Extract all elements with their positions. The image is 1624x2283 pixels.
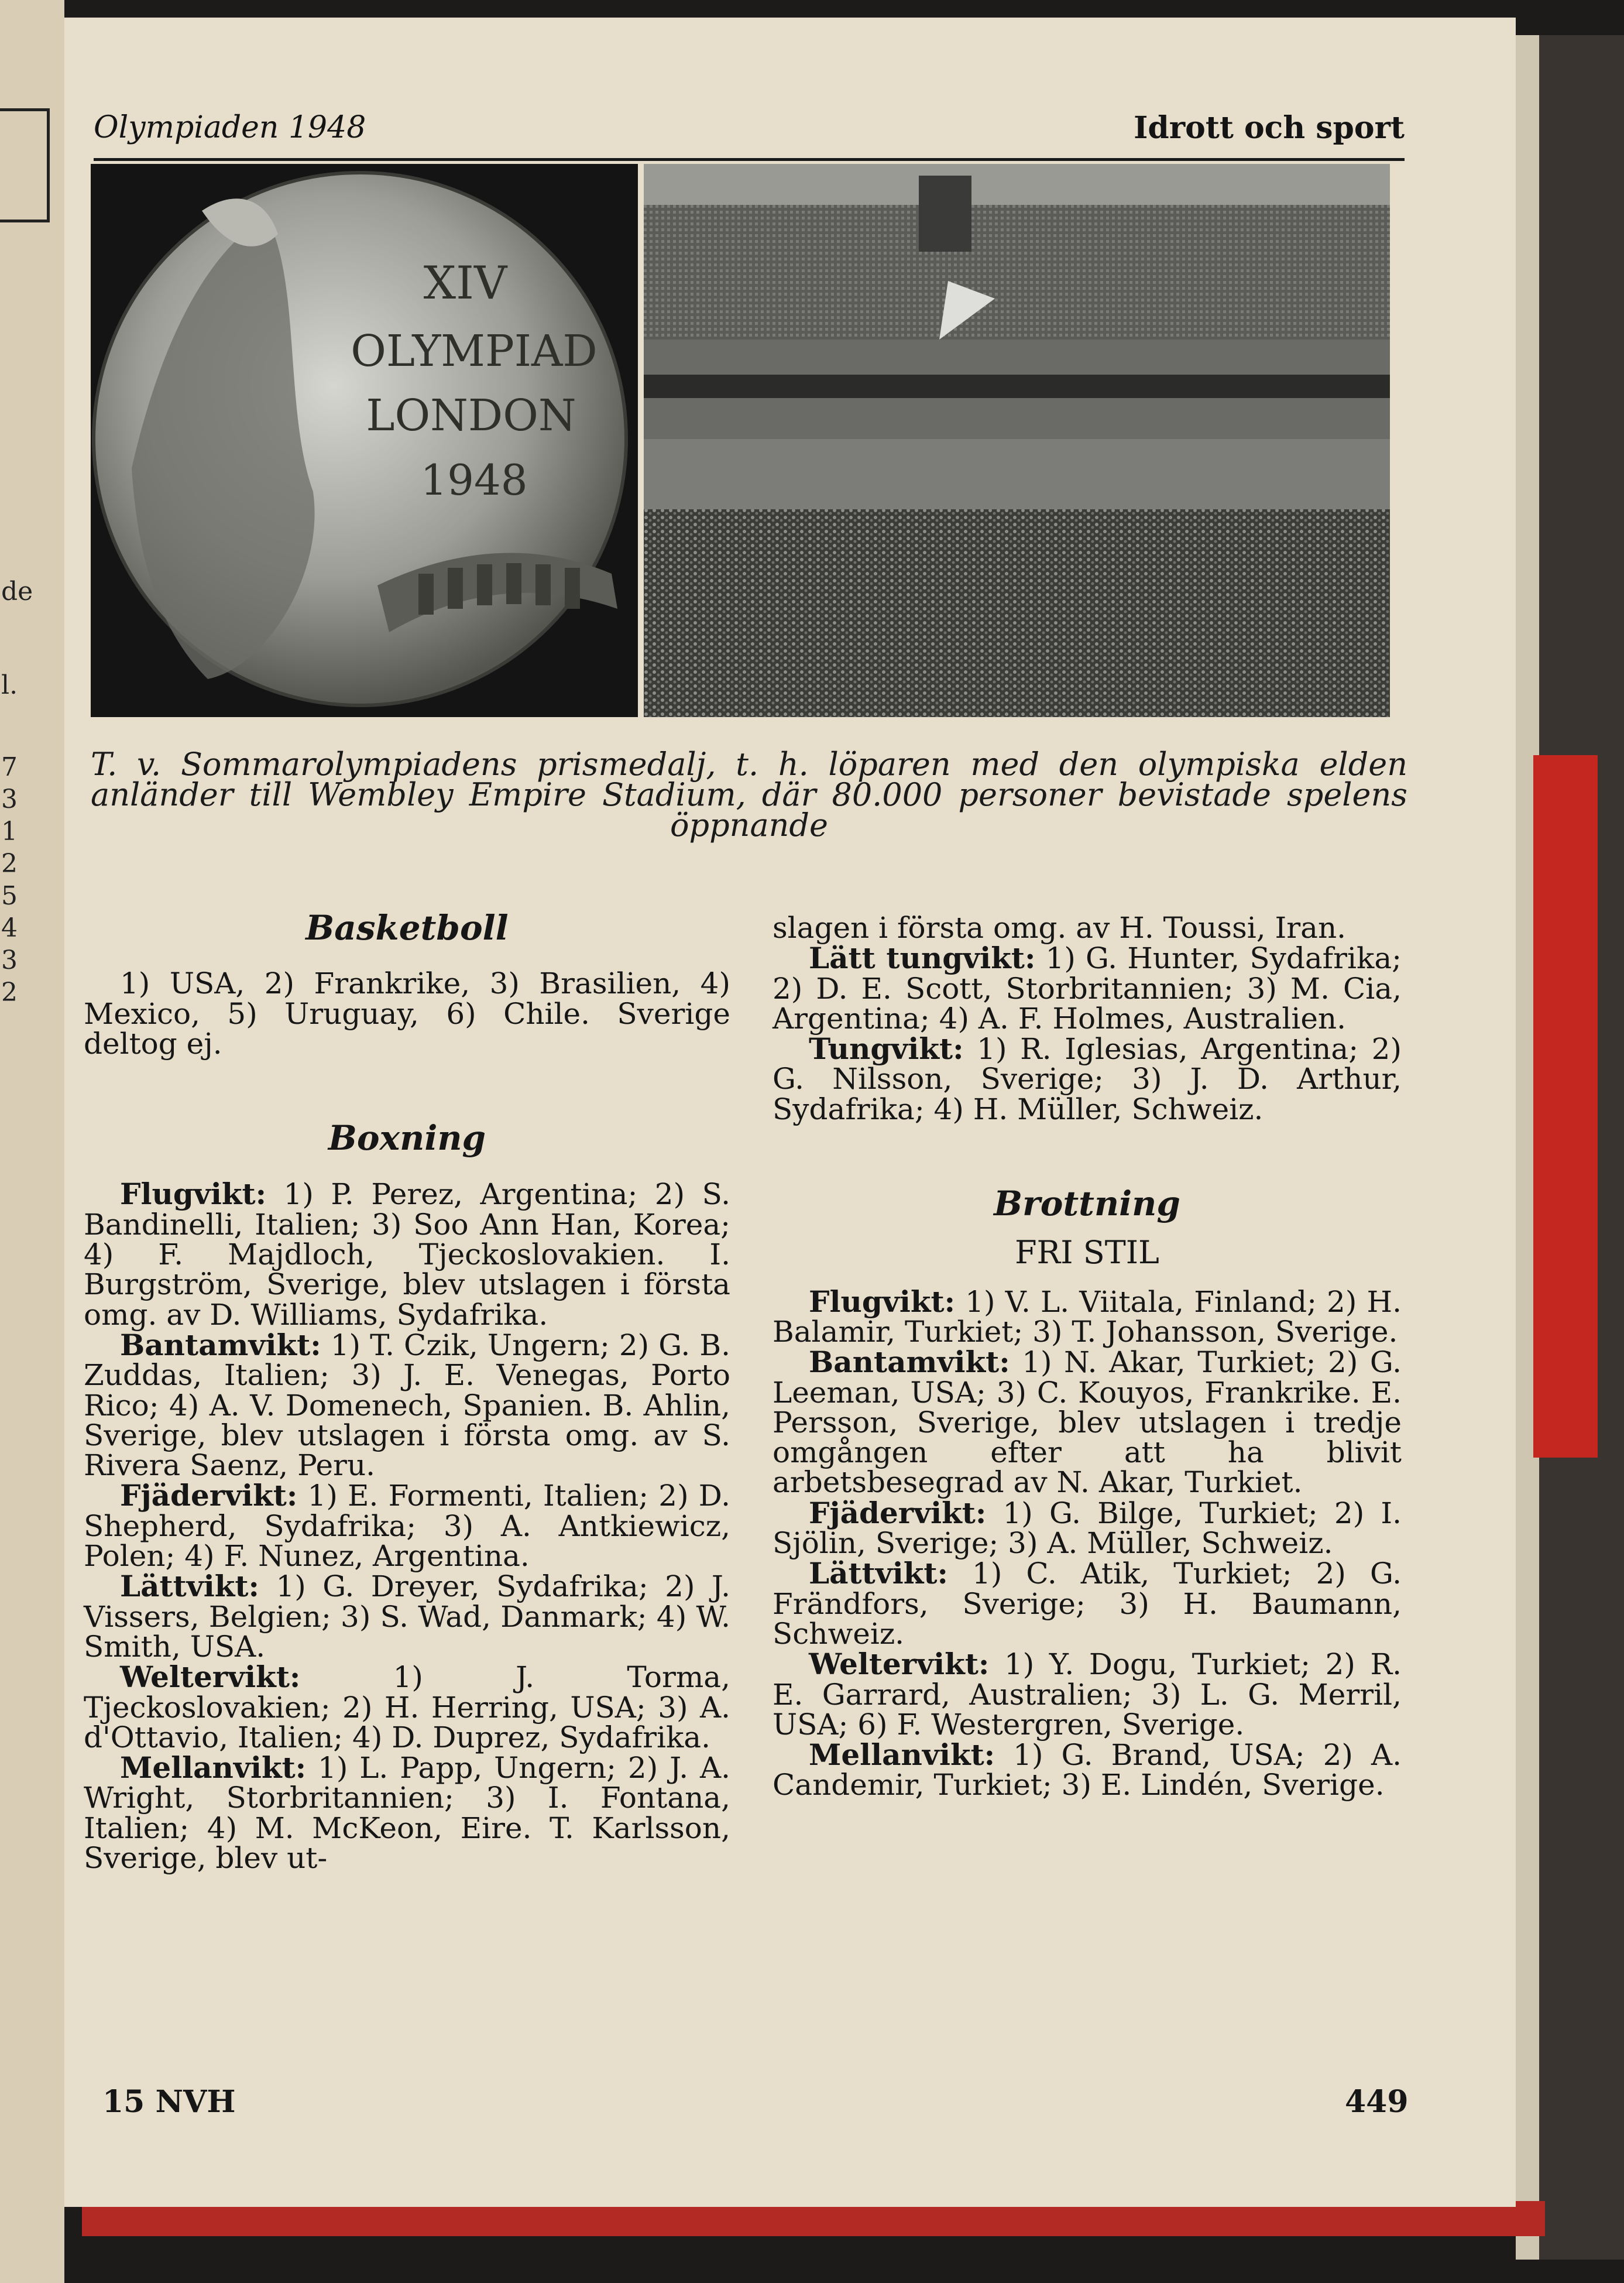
adjacent-page-box [0,108,50,222]
result-entry [84,1750,730,1876]
weight-class-label: Flugvikt: [809,1284,956,1319]
result-entry [84,1662,730,1753]
scoreboard-tower [919,176,971,252]
result-entry [84,1478,730,1574]
running-header [94,94,1405,161]
medal-photo [91,164,638,717]
weight-class-label: Mellanvikt: [809,1737,995,1773]
header-left-title: Olympiaden 1948 [94,110,366,145]
margin-fragment: 4 [1,913,18,943]
result-text: 1) G. Bilge, Turkiet; 2) I. Sjölin, Sverige; 3) A. Müller, Schweiz. [772,1496,1402,1561]
margin-fragment: 3 [1,784,18,814]
result-entry [772,1031,1402,1126]
stadium-photo [644,164,1390,717]
result-entry [84,1571,730,1662]
section-title-brottning: Brottning [994,1184,1180,1224]
result-entry [772,1737,1402,1802]
weight-class-label: Lätt tungvikt: [809,941,1036,976]
weight-class-label: Flugvikt: [120,1177,267,1212]
footer-signature: 15 NVH [102,2084,236,2120]
margin-fragment: 3 [1,945,18,975]
weight-class-label: Weltervikt: [120,1660,301,1695]
result-text: 1) Y. Dogu, Turkiet; 2) R. E. Garrard, Australien; 3) L. G. Merril, USA; 6) F. Westergren, Sverige. [772,1647,1402,1742]
margin-fragment: 7 [1,752,18,782]
photo-caption: T. v. Sommarolympiadens prismedalj, t. h. löparen med den olympiska elden anländer till Wembley Empire Stadium, där 80.000 personer bevistade spelens öppnande [91,746,1407,844]
near-crowd [644,509,1390,717]
field [644,439,1390,509]
right-column [772,913,1402,1801]
weight-class-label: Fjädervikt: [120,1478,298,1513]
margin-fragment: 2 [1,849,18,879]
section-title-boxning: Boxning [328,1118,486,1158]
margin-fragment: 5 [1,881,18,911]
result-entry [772,943,1402,1034]
subsection-fri-stil: FRI STIL [1015,1234,1159,1271]
result-text: 1) G. Hunter, Sydafrika; 2) D. E. Scott, Storbritannien; 3) M. Cia, Argentina; 4) A. F. Holmes, Australien. [772,941,1402,1036]
left-column [84,908,730,1876]
result-entry [772,1649,1402,1740]
margin-fragment: l. [1,670,18,700]
result-entry [772,1284,1402,1349]
weight-class-label: Fjädervikt: [809,1495,987,1530]
result-text: 1) T. Czik, Ungern; 2) G. B. Zuddas, Italien; 3) J. E. Venegas, Porto Rico; 4) A. V. Domenech, Spanien. B. Ahlin, Sverige, blev utslagen i första omg. av S. Rivera Saenz, Peru. [84,1328,730,1483]
weight-class-label: Weltervikt: [809,1647,990,1682]
weight-class-label: Tungvikt: [809,1031,964,1067]
weight-class-label: Bantamvikt: [809,1345,1010,1380]
stadium-illustration [644,164,1390,717]
result-text: 1) V. L. Viitala, Finland; 2) H. Balamir, Turkiet; 3) T. Johansson, Sverige. [772,1284,1402,1349]
weight-class-label: Bantamvikt: [120,1327,321,1362]
book-page [64,18,1516,2207]
result-entry [772,1345,1402,1500]
margin-fragment: 1 [1,817,18,846]
result-entry [772,1495,1402,1561]
basketball-results: 1) USA, 2) Frankrike, 3) Brasilien, 4) Mexico, 5) Uruguay, 6) Chile. Sverige deltog ej. [84,966,730,1061]
margin-fragment: 2 [1,978,18,1007]
adjacent-page-edge [0,0,64,2283]
result-text: 1) R. Iglesias, Argentina; 2) G. Nilsson, Sverige; 3) J. D. Arthur, Sydafrika; 4) H. Müller, Schweiz. [772,1032,1402,1126]
far-stands [644,205,1390,340]
red-spine-band [1533,755,1598,1458]
page-number: 449 [1345,2084,1409,2120]
medal-inscription-year: 1948 [420,455,528,505]
medal-inscription-olympiad: OLYMPIAD [351,326,598,376]
continued-text: slagen i första omg. av H. Toussi, Iran. [772,911,1347,945]
section-title-basketboll: Basketboll [305,908,509,948]
medal-inscription-xiv: XIV [423,257,507,310]
header-right-title: Idrott och sport [1134,110,1405,146]
result-text: 1) E. Formenti, Italien; 2) D. Shepherd, Sydafrika; 3) A. Antkiewicz, Polen; 4) F. Nunez, Argentina. [84,1479,730,1574]
weight-class-label: Lättvikt: [120,1569,259,1604]
result-entry [84,1177,730,1332]
weight-class-label: Mellanvikt: [120,1750,307,1785]
result-entry [84,1327,730,1483]
result-text: 1) P. Perez, Argentina; 2) S. Bandinelli, Italien; 3) Soo Ann Han, Korea; 4) F. Majdloch, Tjeckoslovakien. I. Burgström, Sverige, blev utslagen i första omg. av D. Williams, Sydafrika. [84,1177,730,1332]
result-text: 1) N. Akar, Turkiet; 2) G. Leeman, USA; 3) C. Kouyos, Frankrike. E. Persson, Sverige, blev utslagen i tredje omgången efter att ha blivit arbetsbesegrad av N. Akar, Turkiet. [772,1345,1402,1500]
weight-class-label: Lättvikt: [809,1556,948,1591]
medal-inscription-london: LONDON [366,390,576,441]
result-text: 1) G. Brand, USA; 2) A. Candemir, Turkiet; 3) E. Lindén, Sverige. [772,1738,1402,1802]
result-entry [772,1558,1402,1649]
result-text: 1) L. Papp, Ungern; 2) J. A. Wright, Storbritannien; 3) I. Fontana, Italien; 4) M. McKeon, Eire. T. Karlsson, Sverige, blev ut- [84,1751,730,1876]
margin-fragment: de [1,577,33,606]
athletes-row [644,375,1390,398]
medal-illustration [91,164,638,717]
result-text: 1) G. Dreyer, Sydafrika; 2) J. Vissers, Belgien; 3) S. Wad, Danmark; 4) W. Smith, USA. [84,1569,730,1664]
result-text: 1) C. Atik, Turkiet; 2) G. Frändfors, Sverige; 3) H. Baumann, Schweiz. [772,1557,1402,1651]
book-binding-right [1516,35,1624,2260]
result-text: 1) J. Torma, Tjeckoslovakien; 2) H. Herring, USA; 3) A. d'Ottavio, Italien; 4) D. Duprez, Sydafrika. [84,1660,730,1754]
